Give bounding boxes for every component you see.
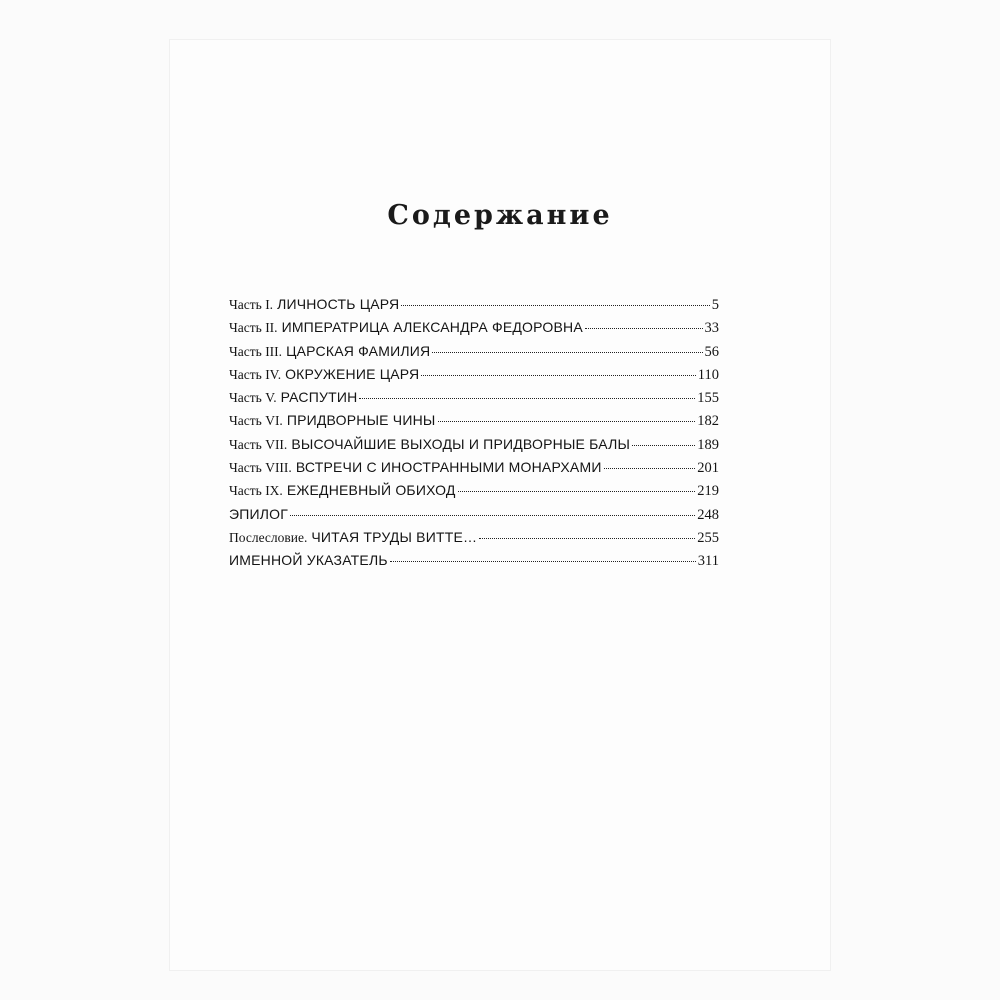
dot-leader — [632, 445, 695, 446]
toc-entry-title: ОКРУЖЕНИЕ ЦАРЯ — [285, 365, 420, 382]
toc-entry-afterword — [229, 529, 719, 552]
toc-entry-title: ЦАРСКАЯ ФАМИЛИЯ — [286, 342, 431, 359]
toc-entry-prefix: Послесловие. — [229, 529, 308, 545]
toc-entry-page: 189 — [697, 436, 719, 453]
toc-entry-prefix: Часть II. — [229, 320, 278, 336]
toc-entry-part-7 — [229, 436, 719, 459]
dot-leader — [421, 375, 695, 376]
toc-entry-prefix: Часть IV. — [229, 366, 282, 382]
dot-leader — [290, 515, 695, 516]
toc-entry-page: 182 — [697, 413, 719, 430]
toc-entry-title: ВСТРЕЧИ С ИНОСТРАННЫМИ МОНАРХАМИ — [295, 459, 602, 476]
toc-entry-title: ИМЕННОЙ УКАЗАТЕЛЬ — [229, 552, 388, 569]
dot-leader — [585, 328, 703, 329]
toc-entry-page: 56 — [704, 343, 719, 360]
table-of-contents — [229, 296, 719, 576]
toc-entry-page: 255 — [697, 529, 719, 546]
toc-entry-text — [229, 343, 430, 360]
toc-entry-prefix: Часть I. — [229, 297, 274, 312]
toc-entry-text — [229, 412, 436, 429]
toc-entry-text — [229, 296, 399, 313]
toc-entry-text — [229, 529, 477, 546]
toc-entry-text — [229, 389, 357, 406]
dot-leader — [438, 421, 696, 422]
toc-entry-text — [229, 436, 630, 453]
contents-heading: Содержание — [387, 200, 613, 231]
toc-entry-page: 33 — [704, 320, 719, 337]
toc-entry-part-8 — [229, 459, 719, 482]
toc-entry-text — [229, 506, 288, 522]
toc-entry-page: 219 — [697, 483, 719, 500]
toc-entry-prefix: Часть VI. — [229, 413, 283, 429]
dot-leader — [604, 468, 696, 469]
dot-leader — [479, 538, 695, 539]
toc-entry-page: 248 — [697, 506, 719, 523]
toc-entry-title: ПРИДВОРНЫЕ ЧИНЫ — [286, 412, 436, 429]
toc-entry-name-index — [229, 552, 719, 575]
toc-entry-title: ЭПИЛОГ — [229, 505, 289, 522]
toc-entry-part-5 — [229, 389, 719, 412]
toc-entry-page: 5 — [711, 297, 719, 313]
toc-entry-page: 201 — [697, 460, 719, 477]
toc-entry-text — [229, 319, 583, 336]
toc-entry-title: ВЫСОЧАЙШИЕ ВЫХОДЫ И ПРИДВОРНЫЕ БАЛЫ — [291, 435, 631, 452]
toc-entry-title: РАСПУТИН — [280, 389, 358, 406]
toc-entry-part-9 — [229, 482, 719, 505]
toc-entry-title: ЛИЧНОСТЬ ЦАРЯ — [277, 296, 400, 312]
dot-leader — [401, 305, 709, 306]
toc-entry-page: 110 — [697, 366, 719, 383]
dot-leader — [458, 491, 696, 492]
toc-entry-prefix: Часть VII. — [229, 436, 288, 452]
toc-entry-title: ЧИТАЯ ТРУДЫ ВИТТЕ… — [311, 528, 478, 545]
dot-leader — [390, 561, 696, 562]
toc-entry-title: ИМПЕРАТРИЦА АЛЕКСАНДРА ФЕДОРОВНА — [281, 319, 583, 336]
toc-entry-part-1 — [229, 296, 719, 319]
toc-entry-prefix: Часть VIII. — [229, 460, 292, 476]
dot-leader — [359, 398, 695, 399]
toc-entry-text — [229, 366, 419, 383]
toc-entry-part-4 — [229, 366, 719, 389]
toc-entry-epilogue — [229, 506, 719, 529]
toc-entry-text — [229, 482, 456, 499]
toc-entry-prefix: Часть IX. — [229, 483, 283, 499]
dot-leader — [432, 352, 702, 353]
toc-entry-part-2 — [229, 319, 719, 342]
toc-entry-text — [229, 459, 602, 476]
toc-entry-prefix: Часть III. — [229, 343, 283, 359]
toc-entry-prefix: Часть V. — [229, 390, 277, 406]
toc-entry-text — [229, 552, 388, 568]
toc-entry-page: 155 — [697, 390, 719, 407]
toc-entry-title: ЕЖЕДНЕВНЫЙ ОБИХОД — [286, 482, 456, 499]
toc-entry-part-3 — [229, 343, 719, 366]
toc-entry-page: 311 — [697, 553, 719, 570]
toc-entry-part-6 — [229, 412, 719, 435]
